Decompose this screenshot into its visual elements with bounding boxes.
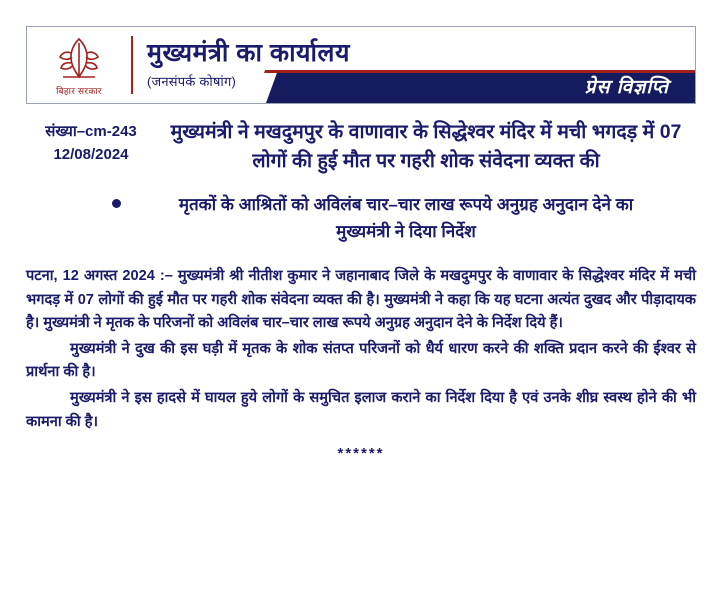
press-release-document xyxy=(0,26,722,594)
document-meta xyxy=(26,118,156,177)
body-paragraph: मुख्यमंत्री ने इस हादसे में घायल हुये लोगों के समुचित इलाज कराने का निर्देश दिया है एवं उनके शीघ्र स्वस्थ होने की भी कामना की है। xyxy=(26,390,696,430)
bullet-dot-icon xyxy=(112,199,121,208)
office-title: मुख्यमंत्री का कार्यालय xyxy=(147,39,350,68)
header-divider xyxy=(131,36,133,94)
emblem-icon xyxy=(49,35,109,83)
highlight-bullet-text: मृतकों के आश्रितों को अविलंब चार–चार लाख रूपये अनुग्रह अनुदान देने का मुख्यमंत्री ने दिया निर्देश xyxy=(178,194,634,241)
office-subtitle: (जनसंपर्क कोषांग) xyxy=(147,73,237,89)
document-header xyxy=(26,26,696,104)
bihar-government-emblem xyxy=(27,27,131,103)
body-paragraph: मुख्यमंत्री ने दुख की इस घड़ी में मृतक के शोक संतप्त परिजनों को धैर्य धारण करने की शक्ति प्रदान करने की ईश्वर से प्रार्थना की है। xyxy=(26,340,696,381)
document-number: संख्या–cm-243 xyxy=(45,123,137,140)
press-release-label: प्रेस विज्ञप्ति xyxy=(584,77,669,98)
body-paragraph: पटना, 12 अगस्त 2024 :– मुख्यमंत्री श्री नीतीश कुमार ने जहानाबाद जिले के मखदुमपुर के वाणावार के सिद्धेश्वर मंदिर में मची भगदड़ में 07 लोगों की हुई मौत पर गहरी शोक संवेदना व्यक्त की है। मुख्यमंत्री ने कहा कि यह घटना अत्यंत दुखद और पीड़ादायक है। मुख्यमंत्री ने मृतक के परिजनों को अविलंब चार–चार लाख रूपये अनुग्रह अनुदान देने के निर्देश दिये हैं। xyxy=(26,267,696,332)
emblem-caption: बिहार सरकार xyxy=(56,86,102,96)
end-marker: ****** xyxy=(337,445,385,463)
document-body xyxy=(26,265,696,467)
highlight-bullet xyxy=(150,191,662,245)
page-title: मुख्यमंत्री ने मखदुमपुर के वाणावार के सिद्धेश्वर मंदिर में मची भगदड़ में 07 लोगों की हुई मौत पर गहरी शोक संवेदना व्यक्त की xyxy=(170,121,682,173)
document-date: 12/08/2024 xyxy=(53,146,129,164)
meta-headline-row xyxy=(26,118,696,177)
